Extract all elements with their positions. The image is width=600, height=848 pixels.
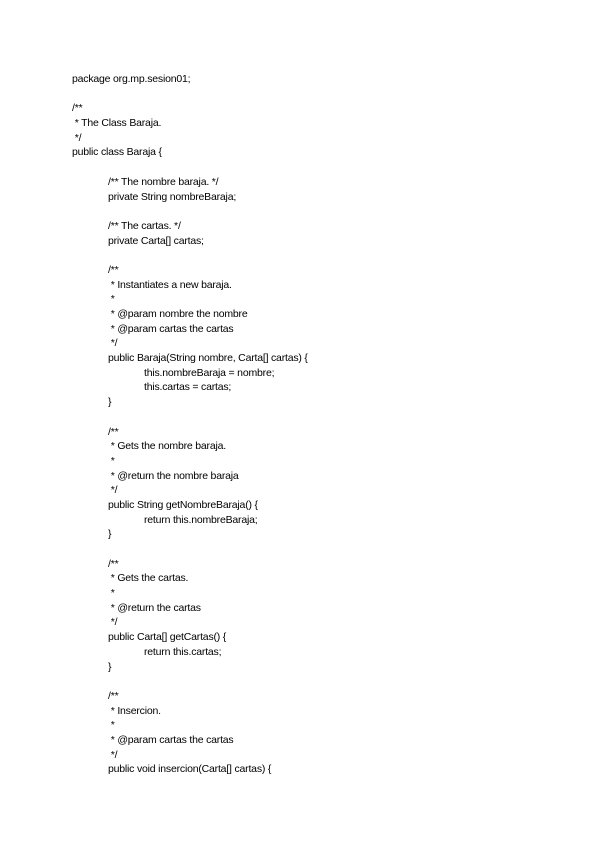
code-line xyxy=(0,87,600,102)
code-line: /** xyxy=(108,557,119,570)
code-line: } xyxy=(108,528,112,541)
code-line: * The Class Baraja. xyxy=(72,117,162,130)
code-line: * xyxy=(108,719,115,732)
code-line: package org.mp.sesion01; xyxy=(72,73,191,85)
code-line: /** The nombre baraja. */ xyxy=(108,175,219,188)
code-line: * @param nombre the nombre xyxy=(108,308,248,320)
code-line: * xyxy=(108,454,115,467)
code-line xyxy=(0,248,600,263)
code-line: /** xyxy=(108,425,119,438)
code-line: public void insercion(Carta[] cartas) { xyxy=(108,763,272,776)
code-line: private Carta[] cartas; xyxy=(108,234,204,247)
code-line: public class Baraja { xyxy=(72,146,162,159)
code-line: } xyxy=(108,660,112,673)
code-line xyxy=(0,410,600,425)
code-line xyxy=(0,542,600,557)
code-line: */ xyxy=(108,484,118,497)
code-line: * @param cartas the cartas xyxy=(108,733,234,746)
code-line: return this.nombreBaraja; xyxy=(144,513,258,526)
code-line: /** xyxy=(108,689,119,702)
code-line: * @return the cartas xyxy=(108,601,201,614)
code-line: private String nombreBaraja; xyxy=(108,190,237,203)
code-line: * Insercion. xyxy=(108,704,161,717)
code-line: */ xyxy=(108,337,118,350)
code-line: } xyxy=(108,396,112,409)
code-line: * Gets the cartas. xyxy=(108,572,189,585)
code-line: this.nombreBaraja = nombre; xyxy=(144,366,275,379)
code-line: /** xyxy=(108,263,119,276)
code-line: * xyxy=(108,587,115,600)
code-line: /** The cartas. */ xyxy=(108,219,181,232)
code-line: */ xyxy=(72,131,82,144)
code-line: /** xyxy=(72,102,83,115)
code-line: public Carta[] getCartas() { xyxy=(108,631,227,644)
code-line: * @param cartas the cartas xyxy=(108,322,234,335)
code-line: */ xyxy=(108,748,118,761)
code-line: return this.cartas; xyxy=(144,645,222,658)
code-line xyxy=(0,204,600,219)
code-line: public Baraja(String nombre, Carta[] cartas) { xyxy=(108,352,308,365)
code-line: */ xyxy=(108,616,118,629)
code-line: * xyxy=(108,293,115,306)
code-line: * Instantiates a new baraja. xyxy=(108,278,232,291)
code-line: public String getNombreBaraja() { xyxy=(108,498,258,511)
code-line xyxy=(0,160,600,175)
code-line: * Gets the nombre baraja. xyxy=(108,440,226,453)
code-line: * @return the nombre baraja xyxy=(108,469,239,482)
code-listing xyxy=(0,72,600,777)
code-line: this.cartas = cartas; xyxy=(144,381,232,394)
code-line xyxy=(0,674,600,689)
